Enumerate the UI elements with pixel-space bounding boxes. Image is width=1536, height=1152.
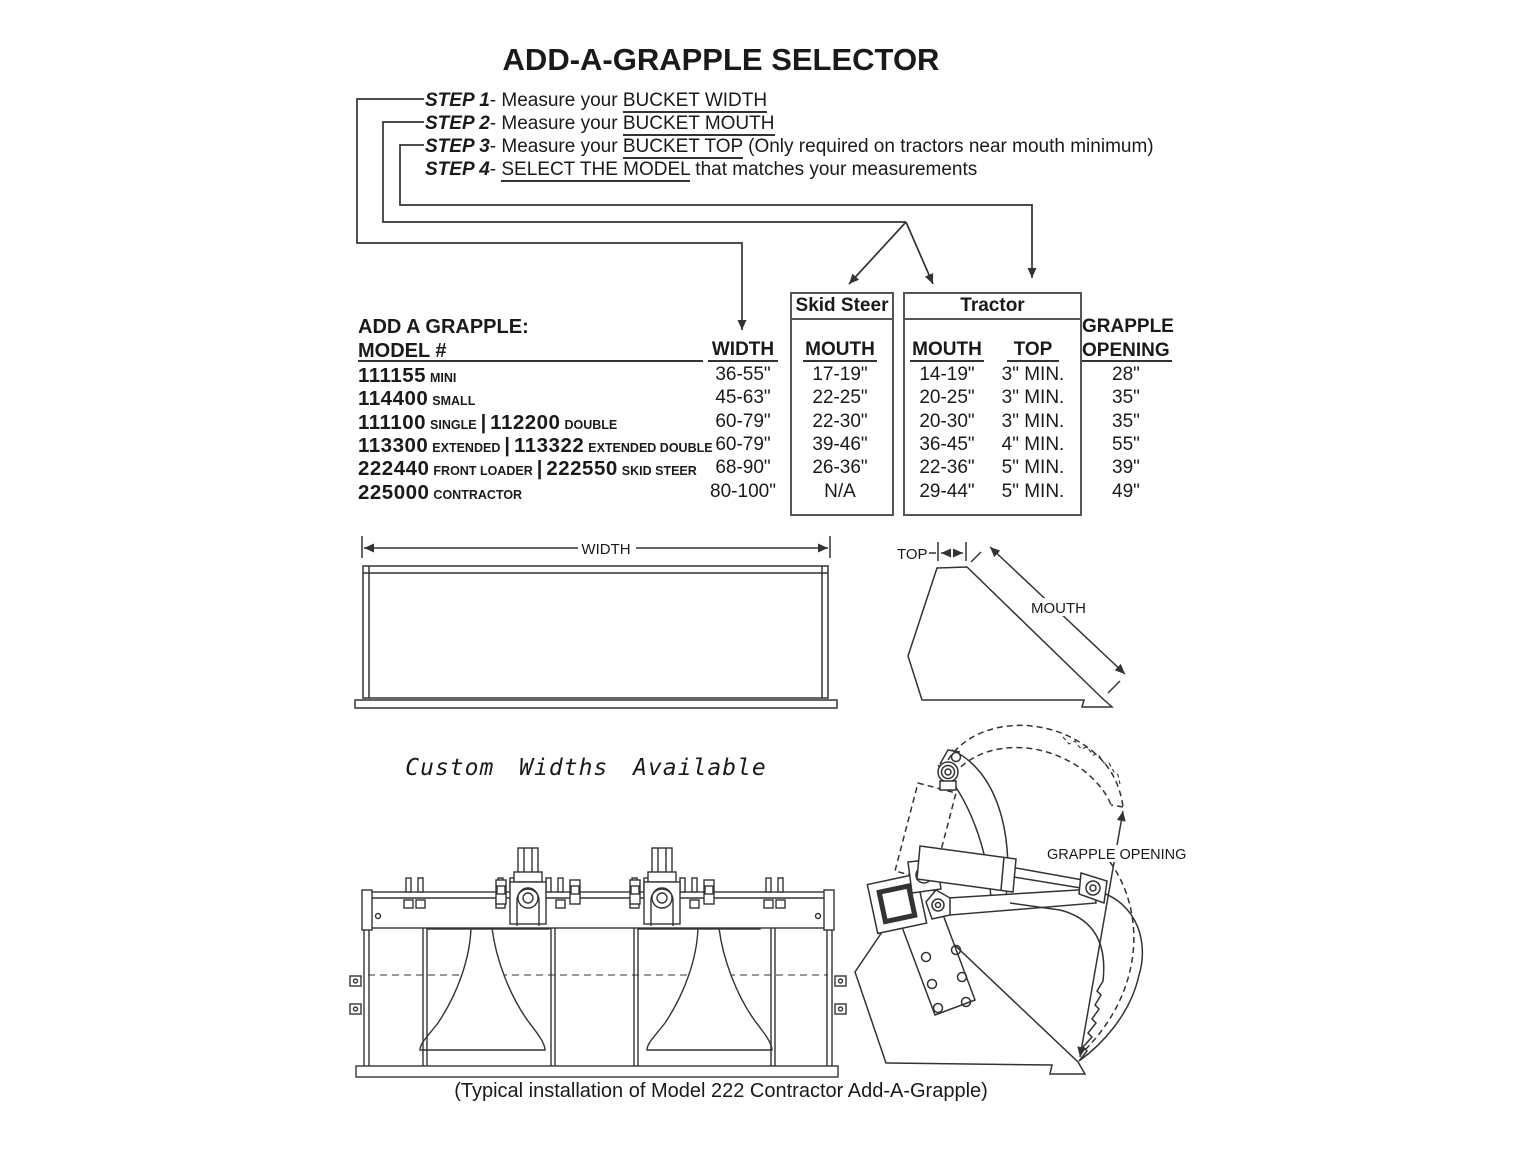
width-dim-label: WIDTH: [581, 541, 631, 558]
leader-step2-trunk: [383, 122, 906, 222]
bucket-side-diagram: [880, 528, 1150, 723]
tractor-top-header: TOP: [1013, 339, 1053, 360]
model-cell: 225000 CONTRACTOR: [358, 481, 523, 504]
ss-mouth-value: 39-46": [812, 434, 868, 455]
model-header-underline: [358, 360, 703, 362]
step-3: STEP 3- Measure your BUCKET TOP (Only required on tractors near mouth minimum): [425, 136, 1154, 157]
tr-mouth-value: 36-45": [919, 434, 975, 455]
model-cell: 113300 EXTENDED | 113322 EXTENDED DOUBLE: [358, 434, 713, 457]
installation-caption: (Typical installation of Model 222 Contractor Add-A-Grapple): [454, 1080, 988, 1102]
table-row: [0, 481, 1536, 504]
ss-mouth-value: 17-19": [812, 364, 868, 385]
page-title: ADD-A-GRAPPLE SELECTOR: [502, 42, 940, 77]
top-dim-label: TOP: [897, 546, 928, 563]
model-column-header: MODEL #: [358, 340, 447, 362]
step-2-underlined: BUCKET MOUTH: [622, 113, 775, 134]
leader-step1-to-width: [357, 99, 742, 330]
tr-mouth-value: 22-36": [919, 457, 975, 478]
table-row: [0, 387, 1536, 410]
model-cell: 111100 SINGLE | 112200 DOUBLE: [358, 411, 618, 434]
tractor-top-underline: [1007, 360, 1059, 362]
tractor-mouth-underline: [910, 360, 984, 362]
grapple-opening-header-line1: GRAPPLE: [1082, 316, 1174, 337]
step-1-label: STEP 1: [425, 90, 490, 111]
grapple-opening-underline: [1082, 360, 1172, 362]
tractor-group-header: Tractor: [905, 294, 1080, 320]
tr-top-value: 4" MIN.: [1001, 434, 1065, 455]
tractor-mouth-header: MOUTH: [912, 339, 982, 360]
grapple-tine-front-right: [647, 928, 772, 1050]
model-cell: 222440 FRONT LOADER | 222550 SKID STEER: [358, 457, 697, 480]
bucket-cutting-edge: [355, 700, 837, 708]
bucket-front-outline: [363, 566, 828, 698]
tr-mouth-value: 20-25": [919, 387, 975, 408]
step-2-label: STEP 2: [425, 113, 490, 134]
ss-mouth-value: 22-25": [812, 387, 868, 408]
model-cell: 114400 SMALL: [358, 387, 476, 410]
step-1: STEP 1- Measure your BUCKET WIDTH: [425, 90, 768, 111]
opening-value: 28": [1112, 364, 1140, 385]
width-value: 68-90": [715, 457, 771, 478]
model-cell: 111155 MINI: [358, 364, 457, 387]
bucket-width-diagram: [340, 528, 870, 718]
width-column-header: WIDTH: [711, 339, 775, 360]
step-4-label: STEP 4: [425, 159, 490, 180]
tr-top-value: 5" MIN.: [1001, 481, 1065, 502]
side-bolt: [350, 976, 361, 986]
leader-step2-to-tractor: [906, 222, 933, 284]
step-4-underlined: SELECT THE MODEL: [501, 159, 691, 180]
tr-mouth-value: 29-44": [919, 481, 975, 502]
leader-step2-to-skidsteer: [849, 222, 906, 284]
tr-top-value: 3" MIN.: [1001, 387, 1065, 408]
opening-value: 35": [1112, 411, 1140, 432]
grapple-opening-header-line2: OPENING: [1082, 340, 1170, 361]
add-a-grapple-heading: ADD A GRAPPLE:: [358, 316, 529, 338]
width-value: 60-79": [715, 434, 771, 455]
grapple-tine-front-left: [420, 928, 545, 1050]
custom-widths-note: Custom Widths Available: [405, 755, 767, 781]
table-row: [0, 364, 1536, 387]
ss-mouth-value: 26-36": [812, 457, 868, 478]
table-row: [0, 411, 1536, 434]
ss-mouth-value: N/A: [824, 481, 856, 502]
leader-step3-to-top: [400, 145, 1032, 278]
table-row: [0, 457, 1536, 480]
cylinder-rod: [1016, 868, 1083, 880]
tr-mouth-value: 20-30": [919, 411, 975, 432]
grapple-opening-dim-up: [1101, 811, 1123, 937]
opening-value: 39": [1112, 457, 1140, 478]
step-3-underlined: BUCKET TOP: [622, 136, 743, 157]
grapple-opening-label: GRAPPLE OPENING: [1047, 847, 1187, 863]
width-value: 60-79": [715, 411, 771, 432]
grapple-side-diagram: [848, 712, 1243, 1092]
mouth-dim-label: MOUTH: [1031, 600, 1086, 617]
closed-tine-hook-outer: [1079, 890, 1142, 1061]
tr-top-value: 3" MIN.: [1001, 411, 1065, 432]
side-bolt: [835, 976, 846, 986]
side-bolt: [835, 1004, 846, 1014]
tr-top-value: 3" MIN.: [1001, 364, 1065, 385]
ss-mouth-value: 22-30": [812, 411, 868, 432]
grapple-front-diagram: [348, 838, 848, 1093]
side-bolt: [350, 1004, 361, 1014]
closed-tine-hook-serrated: [1010, 903, 1104, 1061]
width-header-underline: [708, 360, 778, 362]
bucket-side-outline: [908, 567, 1112, 707]
tr-mouth-value: 14-19": [919, 364, 975, 385]
bucket-bottom-edge: [356, 1066, 838, 1077]
step-3-label: STEP 3: [425, 136, 490, 157]
opening-value: 49": [1112, 481, 1140, 502]
width-value: 80-100": [710, 481, 776, 502]
tr-top-value: 5" MIN.: [1001, 457, 1065, 478]
skidsteer-mouth-underline: [803, 360, 877, 362]
skidsteer-mouth-header: MOUTH: [805, 339, 875, 360]
table-row: [0, 434, 1536, 457]
step-4: STEP 4- SELECT THE MODEL that matches your measurements: [425, 159, 978, 180]
grapple-base-beam: [948, 889, 1096, 915]
opening-value: 35": [1112, 387, 1140, 408]
step-2: STEP 2- Measure your BUCKET MOUTH: [425, 113, 775, 134]
width-value: 36-55": [715, 364, 771, 385]
opening-value: 55": [1112, 434, 1140, 455]
width-value: 45-63": [715, 387, 771, 408]
skid-steer-group-header: Skid Steer: [792, 294, 892, 320]
step-1-underlined: BUCKET WIDTH: [622, 90, 768, 111]
